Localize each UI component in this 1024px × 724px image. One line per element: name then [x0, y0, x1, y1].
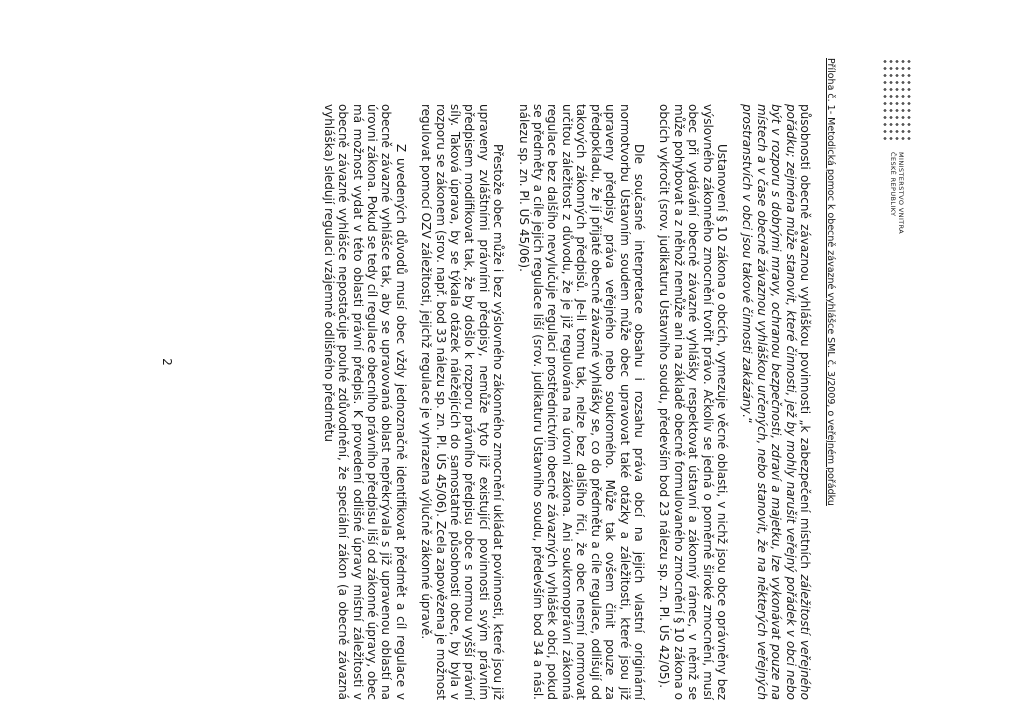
paragraph-1-end: .“ — [740, 413, 755, 424]
page-number: 2 — [160, 358, 174, 366]
paragraph-3: Dle současné interpretace obsahu i rozsahu práva obcí na jejich vlastní originární normotvorbu Ústavním soudem může obec upravovat také otázky a záležitosti, které jsou již upraveny předpisy práva veřejného nebo soukromého. Může tak ovšem činit pouze za předpokladu, že jí přijaté obecně závazné vyhlášky se, co do předmětu a cíle regulace, odlišují od takových zákonných předpisů. Je-li tomu tak, nelze bez dalšího říci, že obec nesmí normovat určitou záležitost z důvodu, že je již regulována na úrovni zákona. Ani soukromoprávní zákonná regulace bez dalšího nevylučuje regulaci prostřednictvím obecně závazných vyhlášek obcí, pokud se předměty a cíle jejich regulace liší (srov. judikaturu Ústavního soudu, především bod 34 a násl. nálezu sp. zn. Pl. ÚS 45/06). — [516, 104, 646, 700]
ministry-name — [889, 152, 905, 234]
paragraph-4: Přestože obec může i bez výslovného zákonného zmocnění ukládat povinnosti, které jsou již upraveny zvláštními právními předpisy, nemůže tyto již existující povinnosti svým právním předpisem modifikovat tak, že by došlo k rozporu právního předpisu obce s normou vyšší právní síly. Taková úprava, by se týkala otázek náležejících do samostatné působnosti obce, by byla v rozporu se zákonem (srov. např. bod 33 nálezu sp. zn. Pl. ÚS 45/06). Zcela zapovězena je možnost regulovat pomocí OZV záležitosti, jejichž regulace je vyhrazena výlučně zákonné úpravě. — [419, 104, 506, 700]
paragraph-1-lead: působnosti obecně závaznou vyhláškou povinnosti „k zabezpečení místních — [798, 104, 812, 570]
document-body — [310, 104, 812, 700]
ministry-name-line2: ČESKÉ REPUBLIKY — [889, 152, 897, 217]
ministry-name-line1: MINISTERSTVO VNITRA — [897, 152, 905, 235]
document-reference-header: Příloha č. 1- Metodická pomoc k obecně závazné vyhlášce SML č. 3/2009, o veřejném pořádku — [825, 58, 836, 506]
paragraph-2: Ustanovení § 10 zákona o obcích, vymezuje věcné oblasti, v nichž jsou obce oprávněny bez výslovného zákonného zmocnění tvořit právo. Ačkoliv se jedná o poměrně široké zmocnění, musí obec při vydávání obecně závazné vyhlášky respektovat ústavní a zákonný rámec, v němž se může pohybovat a z něhož nemůže ani na základě obecně formulovaného zmocnění § 10 zákona o obcích vykročit (srov. judikaturu Ústavního soudu, především bod 23 nálezu sp. zn. Pl. ÚS 42/05). — [657, 104, 729, 700]
ministry-logo — [882, 58, 912, 234]
paragraph-1-quote: záležitostí veřejného pořádku; zejména může stanovit, které činnosti, jež by mohly narušit veřejný pořádek v obci nebo být v rozporu s dobrými mravy, ochranou bezpečnosti, zdraví a majetku, lze vykonávat pouze na místech a v čase obecně závaznou vyhláškou určených, nebo stanovit, že na některých veřejných prostranstvích v obci jsou takové činnosti zakázány — [740, 104, 812, 701]
paragraph-5: Z uvedených důvodů musí obec vždy jednoznačně identifikovat předmět a cíl regulace v obecně závazné vyhlášce tak, aby se upravovaná oblast nepřekrývala s již upravenou oblastí na úrovni zákona. Pokud se tedy cíl regulace obecního právního předpisu liší od zákonné úpravy, obec má možnost vydat v této oblasti právní předpis. K provedení odlišné úpravy místní záležitosti v obecně závazné vyhlášce nepostačuje pouhé zdůvodnění, že speciální zákon (a obecně závazná vyhláška) sledují regulaci vzájemně odlišného předmětu — [321, 104, 408, 700]
paragraph-1 — [740, 104, 812, 700]
ministry-emblem-icon — [882, 58, 912, 144]
